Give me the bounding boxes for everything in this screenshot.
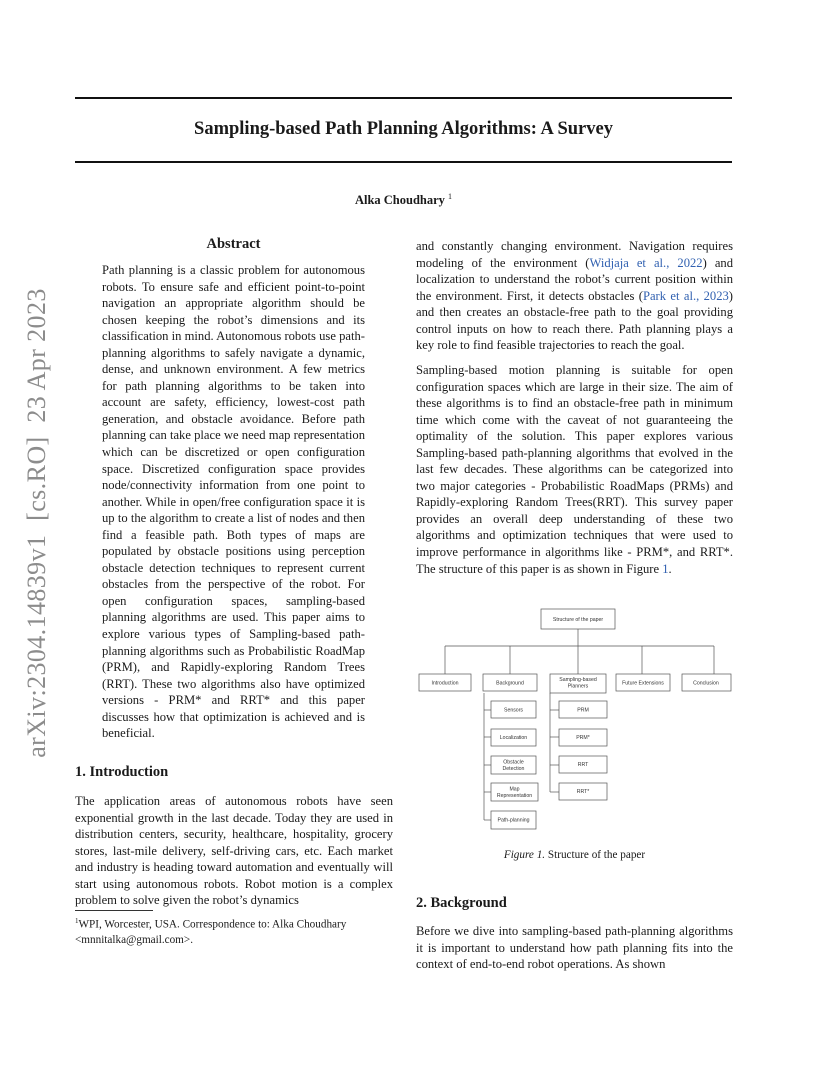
- figure-caption-text: Structure of the paper: [547, 849, 646, 861]
- label-rrt-star: RRT*: [576, 789, 590, 795]
- paper-title: Sampling-based Path Planning Algorithms: A Survey: [194, 119, 613, 139]
- label-prm-star: PRM*: [576, 735, 590, 741]
- citation-widjaja[interactable]: Widjaja et al., 2022: [589, 255, 703, 270]
- p1-text-b: ) and localization to understand the robot’s current position within the environment. First, it detects obstacles (: [416, 255, 734, 303]
- p1-text-c: ) and then creates an obstacle-free path to the goal providing control inputs on how to reach there. Path planning plays a key role to find feasible trajectories to reach the goal.: [416, 288, 733, 353]
- background-text: Before we dive into sampling-based path-planning algorithms it is important to understand how path planning fits into the context of end-to-end robot operations. As shown: [416, 924, 733, 972]
- right-column-paragraph-2: [416, 362, 733, 577]
- author-affiliation-mark: 1: [448, 192, 453, 201]
- footnote-rule: [75, 910, 153, 911]
- title-rule-top: [75, 97, 732, 99]
- p1-text-a: and constantly changing environment. Navigation requires modeling of the environment (: [416, 239, 733, 270]
- footnote: [75, 914, 393, 948]
- figure-reference-link[interactable]: 1: [662, 561, 669, 576]
- introduction-text: The application areas of autonomous robots have seen exponential growth in the last decade. Today they are used in distribution centers, security, healthcare, hospitality, grocery stores, last-mile delivery, self-driving cars, etc. Each market and industry is heading toward automation and eventually will start using autonomous robots. Robot motion is a complex problem to solve given the robot’s dynamics: [75, 794, 393, 908]
- label-path-planning: Path-planning: [497, 817, 530, 824]
- structure-diagram: [416, 604, 733, 836]
- label-conclusion: Conclusion: [693, 680, 719, 687]
- p2-text-b: .: [668, 561, 672, 576]
- arxiv-identifier: arXiv:2304.14839v1 [cs.RO] 23 Apr 2023: [22, 288, 51, 758]
- figure-caption: [416, 849, 733, 861]
- label-rrt: RRT: [577, 762, 589, 768]
- label-obstacle-word: Obstacle: [503, 759, 524, 766]
- label-sampling-word: Sampling-based: [559, 677, 597, 683]
- author-name: Alka Choudhary: [354, 193, 445, 208]
- label-planners-word: Planners: [567, 683, 589, 690]
- label-representation-word: Representation: [496, 793, 533, 799]
- label-localization: Localization: [499, 735, 528, 741]
- label-root: Structure of the paper: [552, 617, 604, 623]
- background-heading: 2. Background: [416, 895, 507, 911]
- label-detection-word: Detection: [502, 766, 525, 772]
- label-map-word: Map: [509, 786, 520, 793]
- abstract-text: Path planning is a classic problem for autonomous robots. To ensure safe and efficient point-to-point navigation an appropriate algorithm should be chosen keeping the robot’s dimensions and its classification in mind. Autonomous robots use path-planning algorithms to safely navigate a dynamic, dense, and unknown environment. A few metrics for path planning algorithms to be taken into account are safety, efficiency, lowest-cost path generation, and obstacle avoidance. Before path planning can take place we need map representation which can be discretized or open configuration space. Discretized configuration space provides node/connectivity information from one point to another. While in open/free configuration space it is up to the algorithm to create a list of nodes and then find a feasible path. Both types of maps are populated by obstacle positions using perception obstacle detection techniques to represent current obstacles from the perspective of the robot. For open configuration spaces, sampling-based planning algorithms are used. This paper aims to explore various types of Sampling-based path-planning algorithms such as Probabilistic RoadMap (PRM), and Rapidly-exploring Random Trees (RRT). These two algorithms also have optimized versions - PRM* and RRT* and this paper discusses how that optimization is achieved and is beneficial.: [102, 263, 365, 741]
- citation-park[interactable]: Park et al., 2023: [642, 288, 729, 303]
- right-column-paragraph-1: [416, 238, 733, 354]
- footnote-text: WPI, Worcester, USA. Correspondence to: Alka Choudhary <mnnitalka@gmail.com>.: [75, 918, 347, 946]
- label-sensors: Sensors: [503, 707, 524, 714]
- label-background: Background: [496, 680, 524, 687]
- abstract-heading: Abstract: [206, 236, 261, 252]
- label-introduction: Introduction: [431, 680, 459, 687]
- author-line: [75, 192, 732, 208]
- p2-text-a: Sampling-based motion planning is suitable for open configuration spaces which are large in their size. The aim of these algorithms is to find an obstacle-free path in minimum time which come with the caveat of not guaranteeing the optimality of the solution. This paper explores various Sampling-based path-planning algorithms that evolved in the last few decades. These algorithms can be categorized into two major categories - Probabilistic RoadMaps (PRMs) and Rapidly-exploring Random Trees(RRT). This survey paper provides an overall deep understanding of these two algorithms and optimization techniques that were used to improve performance in algorithms like - PRM*, and RRT*. The structure of this paper is as shown in Figure: [416, 363, 733, 576]
- figure-label: Figure 1.: [503, 849, 546, 861]
- footnote-mark: 1: [75, 917, 79, 925]
- introduction-heading: 1. Introduction: [75, 764, 169, 780]
- title-rule-bottom: [75, 161, 732, 163]
- label-future-extensions: Future Extensions: [622, 680, 664, 687]
- label-prm: PRM: [577, 707, 589, 714]
